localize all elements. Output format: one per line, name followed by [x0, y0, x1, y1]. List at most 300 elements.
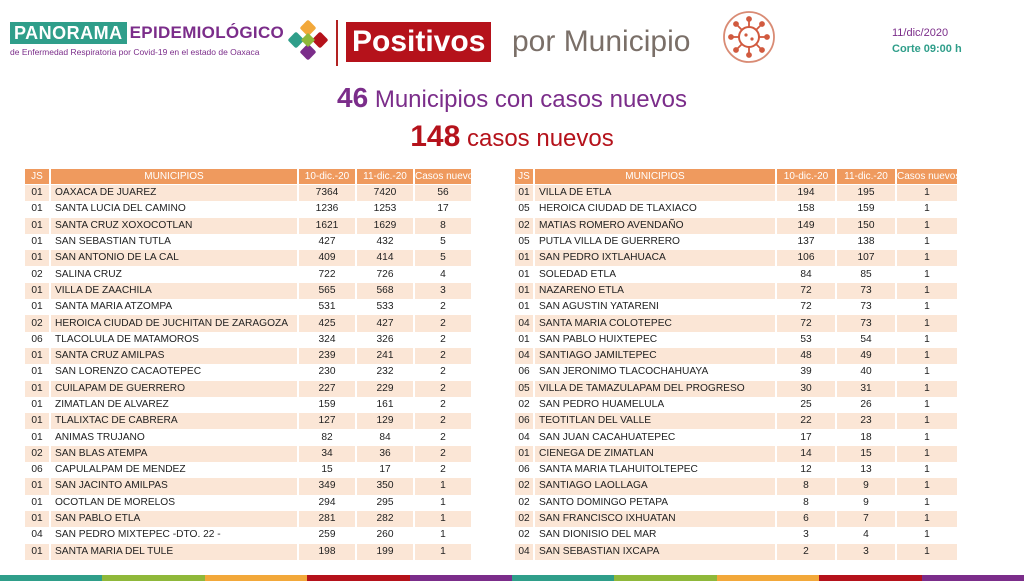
cell-js: 01	[24, 234, 50, 250]
cell-casos-nuevos: 2	[414, 332, 472, 348]
stripe-segment	[717, 575, 819, 581]
cell-casos-nuevos: 1	[896, 381, 958, 397]
col-header-11dic: 11-dic.-20	[356, 168, 414, 185]
cell-municipio: SAN PEDRO IXTLAHUACA	[534, 250, 776, 266]
cell-js: 01	[24, 511, 50, 527]
cell-js: 02	[24, 446, 50, 462]
cell-municipio: SANTA MARIA ATZOMPA	[50, 299, 298, 315]
table-row	[24, 511, 472, 527]
cell-11dic: 129	[356, 413, 414, 429]
table-row	[24, 283, 472, 299]
report-cutoff: Corte 09:00 h	[892, 43, 962, 55]
municipios-table-left	[24, 168, 479, 560]
cell-municipio: CUILAPAM DE GUERRERO	[50, 381, 298, 397]
cell-10dic: 227	[298, 381, 356, 397]
cell-11dic: 159	[836, 201, 896, 217]
cell-11dic: 260	[356, 527, 414, 543]
cell-casos-nuevos: 1	[896, 234, 958, 250]
cell-js: 01	[24, 364, 50, 380]
col-header-casos-nuevos: Casos nuevos	[414, 168, 472, 185]
cell-10dic: 239	[298, 348, 356, 364]
cell-municipio: SAN JUAN CACAHUATEPEC	[534, 429, 776, 445]
table-row	[514, 429, 958, 445]
cell-municipio: SANTA MARIA COLOTEPEC	[534, 315, 776, 331]
cell-11dic: 26	[836, 397, 896, 413]
cell-casos-nuevos: 1	[896, 446, 958, 462]
cell-js: 01	[24, 397, 50, 413]
cell-municipio: MATIAS ROMERO AVENDAÑO	[534, 218, 776, 234]
cell-10dic: 281	[298, 511, 356, 527]
cell-11dic: 73	[836, 299, 896, 315]
cell-casos-nuevos: 1	[896, 283, 958, 299]
stripe-segment	[410, 575, 512, 581]
cell-js: 01	[24, 201, 50, 217]
table-row	[514, 544, 958, 560]
cell-11dic: 568	[356, 283, 414, 299]
cell-10dic: 8	[776, 495, 836, 511]
cell-js: 01	[514, 332, 534, 348]
table-row	[514, 511, 958, 527]
cell-municipio: TLALIXTAC DE CABRERA	[50, 413, 298, 429]
table-row	[514, 413, 958, 429]
table-row	[514, 348, 958, 364]
cell-10dic: 39	[776, 364, 836, 380]
cell-10dic: 30	[776, 381, 836, 397]
cell-js: 05	[514, 201, 534, 217]
cell-10dic: 565	[298, 283, 356, 299]
cell-11dic: 414	[356, 250, 414, 266]
cell-10dic: 48	[776, 348, 836, 364]
table-row	[514, 478, 958, 494]
cell-municipio: SAN JACINTO AMILPAS	[50, 478, 298, 494]
cell-casos-nuevos: 2	[414, 381, 472, 397]
cell-municipio: NAZARENO ETLA	[534, 283, 776, 299]
cell-10dic: 149	[776, 218, 836, 234]
cell-municipio: SANTA CRUZ AMILPAS	[50, 348, 298, 364]
cell-11dic: 326	[356, 332, 414, 348]
cell-municipio: SANTA LUCIA DEL CAMINO	[50, 201, 298, 217]
header-divider	[336, 20, 338, 66]
col-header-municipios: MUNICIPIOS	[50, 168, 298, 185]
cell-10dic: 349	[298, 478, 356, 494]
stripe-segment	[614, 575, 716, 581]
table-row	[24, 446, 472, 462]
col-header-js: JS	[24, 168, 50, 185]
cell-casos-nuevos: 2	[414, 299, 472, 315]
cell-11dic: 295	[356, 495, 414, 511]
cell-municipio: SAN PABLO ETLA	[50, 511, 298, 527]
municipios-summary	[0, 82, 1024, 114]
cell-10dic: 2	[776, 544, 836, 560]
cell-municipio: OCOTLAN DE MORELOS	[50, 495, 298, 511]
table-row	[514, 495, 958, 511]
table-row	[24, 234, 472, 250]
cell-10dic: 12	[776, 462, 836, 478]
cell-casos-nuevos: 1	[896, 299, 958, 315]
cell-municipio: TEOTITLAN DEL VALLE	[534, 413, 776, 429]
cell-11dic: 229	[356, 381, 414, 397]
table-row	[24, 201, 472, 217]
table-row	[24, 413, 472, 429]
cell-municipio: PUTLA VILLA DE GUERRERO	[534, 234, 776, 250]
cell-municipio: SAN FRANCISCO IXHUATAN	[534, 511, 776, 527]
cell-10dic: 294	[298, 495, 356, 511]
cell-10dic: 8	[776, 478, 836, 494]
cell-11dic: 13	[836, 462, 896, 478]
col-header-js: JS	[514, 168, 534, 185]
cell-casos-nuevos: 1	[414, 511, 472, 527]
cell-10dic: 259	[298, 527, 356, 543]
cell-casos-nuevos: 2	[414, 429, 472, 445]
cell-js: 06	[514, 462, 534, 478]
cell-municipio: OAXACA DE JUAREZ	[50, 185, 298, 201]
cell-js: 01	[514, 266, 534, 282]
cell-js: 01	[24, 250, 50, 266]
cell-casos-nuevos: 1	[896, 266, 958, 282]
cell-municipio: SANTIAGO LAOLLAGA	[534, 478, 776, 494]
cell-js: 01	[24, 185, 50, 201]
cell-municipio: VILLA DE ETLA	[534, 185, 776, 201]
cell-casos-nuevos: 5	[414, 250, 472, 266]
cell-js: 06	[514, 413, 534, 429]
cell-municipio: SANTIAGO JAMILTEPEC	[534, 348, 776, 364]
cell-municipio: SAN JERONIMO TLACOCHAHUAYA	[534, 364, 776, 380]
cell-11dic: 54	[836, 332, 896, 348]
cell-casos-nuevos: 1	[896, 364, 958, 380]
cell-11dic: 9	[836, 478, 896, 494]
cell-js: 04	[514, 348, 534, 364]
cell-10dic: 425	[298, 315, 356, 331]
table-row	[514, 185, 958, 201]
table-row	[514, 364, 958, 380]
cell-10dic: 106	[776, 250, 836, 266]
stripe-segment	[205, 575, 307, 581]
cell-js: 01	[514, 283, 534, 299]
stripe-segment	[512, 575, 614, 581]
table-row	[24, 250, 472, 266]
cell-js: 06	[24, 332, 50, 348]
cell-js: 01	[24, 544, 50, 560]
cell-11dic: 7420	[356, 185, 414, 201]
cell-11dic: 533	[356, 299, 414, 315]
table-row	[514, 201, 958, 217]
cell-casos-nuevos: 2	[414, 348, 472, 364]
logo-subtitle: de Enfermedad Respiratoria por Covid-19 en el estado de Oaxaca	[10, 47, 260, 57]
cell-casos-nuevos: 5	[414, 234, 472, 250]
cell-casos-nuevos: 2	[414, 315, 472, 331]
cell-10dic: 53	[776, 332, 836, 348]
cell-11dic: 1253	[356, 201, 414, 217]
cell-casos-nuevos: 1	[896, 462, 958, 478]
cell-js: 04	[514, 315, 534, 331]
logo-mark-icon	[288, 20, 328, 60]
cell-casos-nuevos: 1	[896, 511, 958, 527]
cell-municipio: SANTO DOMINGO PETAPA	[534, 495, 776, 511]
cell-js: 01	[24, 348, 50, 364]
table-row	[24, 266, 472, 282]
cell-10dic: 72	[776, 315, 836, 331]
table-row	[24, 478, 472, 494]
cell-casos-nuevos: 1	[896, 413, 958, 429]
cell-municipio: ANIMAS TRUJANO	[50, 429, 298, 445]
cell-js: 06	[514, 364, 534, 380]
cell-js: 04	[514, 429, 534, 445]
cell-casos-nuevos: 1	[896, 348, 958, 364]
table-row	[24, 218, 472, 234]
cell-casos-nuevos: 2	[414, 413, 472, 429]
cell-10dic: 25	[776, 397, 836, 413]
cell-js: 01	[24, 429, 50, 445]
table-row	[24, 315, 472, 331]
cell-11dic: 15	[836, 446, 896, 462]
municipios-table-right	[514, 168, 961, 560]
cell-10dic: 17	[776, 429, 836, 445]
cell-11dic: 36	[356, 446, 414, 462]
cell-municipio: SANTA MARIA TLAHUITOLTEPEC	[534, 462, 776, 478]
table-row	[514, 266, 958, 282]
logo-title	[10, 22, 330, 44]
cell-11dic: 4	[836, 527, 896, 543]
cell-11dic: 85	[836, 266, 896, 282]
col-header-11dic: 11-dic.-20	[836, 168, 896, 185]
cell-js: 01	[24, 413, 50, 429]
cell-10dic: 14	[776, 446, 836, 462]
cell-10dic: 531	[298, 299, 356, 315]
cell-casos-nuevos: 2	[414, 364, 472, 380]
cell-10dic: 84	[776, 266, 836, 282]
table-row	[514, 218, 958, 234]
cell-municipio: SAN PABLO HUIXTEPEC	[534, 332, 776, 348]
table-row	[514, 462, 958, 478]
cell-11dic: 23	[836, 413, 896, 429]
cell-11dic: 31	[836, 381, 896, 397]
cell-10dic: 3	[776, 527, 836, 543]
cell-11dic: 432	[356, 234, 414, 250]
cell-11dic: 17	[356, 462, 414, 478]
cell-js: 01	[24, 218, 50, 234]
table-row	[24, 332, 472, 348]
cell-11dic: 73	[836, 283, 896, 299]
cell-11dic: 232	[356, 364, 414, 380]
cell-js: 01	[24, 299, 50, 315]
cell-municipio: HEROICA CIUDAD DE TLAXIACO	[534, 201, 776, 217]
casos-summary	[0, 120, 1024, 154]
logo-heading: EPIDEMIOLÓGICO	[129, 23, 285, 42]
cell-js: 01	[24, 478, 50, 494]
cell-casos-nuevos: 1	[896, 185, 958, 201]
table-row	[514, 250, 958, 266]
cell-municipio: SAN AGUSTIN YATARENI	[534, 299, 776, 315]
cell-10dic: 6	[776, 511, 836, 527]
cell-casos-nuevos: 2	[414, 446, 472, 462]
cell-casos-nuevos: 17	[414, 201, 472, 217]
table-row	[24, 299, 472, 315]
table-row	[514, 381, 958, 397]
cell-10dic: 230	[298, 364, 356, 380]
cell-11dic: 73	[836, 315, 896, 331]
table-row	[514, 234, 958, 250]
cell-js: 02	[514, 478, 534, 494]
cell-js: 01	[24, 381, 50, 397]
cell-casos-nuevos: 1	[896, 544, 958, 560]
cell-js: 01	[514, 185, 534, 201]
cell-11dic: 3	[836, 544, 896, 560]
cell-municipio: SAN ANTONIO DE LA CAL	[50, 250, 298, 266]
title-rest: por Municipio	[512, 25, 691, 58]
table-row	[24, 348, 472, 364]
cell-js: 05	[514, 234, 534, 250]
table-header-row	[514, 168, 958, 185]
municipios-text: Municipios con casos nuevos	[374, 86, 687, 113]
cell-municipio: VILLA DE TAMAZULAPAM DEL PROGRESO	[534, 381, 776, 397]
cell-js: 02	[24, 315, 50, 331]
cell-10dic: 198	[298, 544, 356, 560]
cell-municipio: SAN PEDRO MIXTEPEC -DTO. 22 -	[50, 527, 298, 543]
cell-10dic: 22	[776, 413, 836, 429]
cell-js: 02	[514, 397, 534, 413]
footer-color-stripe	[0, 575, 1024, 581]
cell-municipio: SOLEDAD ETLA	[534, 266, 776, 282]
stripe-segment	[819, 575, 921, 581]
cell-js: 01	[24, 495, 50, 511]
cell-casos-nuevos: 1	[414, 478, 472, 494]
cell-11dic: 1629	[356, 218, 414, 234]
cell-11dic: 40	[836, 364, 896, 380]
cell-js: 01	[514, 446, 534, 462]
col-header-municipios: MUNICIPIOS	[534, 168, 776, 185]
cell-casos-nuevos: 1	[896, 495, 958, 511]
cell-js: 01	[24, 283, 50, 299]
cell-casos-nuevos: 1	[896, 527, 958, 543]
cell-municipio: SAN BLAS ATEMPA	[50, 446, 298, 462]
cell-casos-nuevos: 8	[414, 218, 472, 234]
cell-11dic: 9	[836, 495, 896, 511]
table-row	[514, 446, 958, 462]
cell-11dic: 726	[356, 266, 414, 282]
table-row	[24, 429, 472, 445]
cell-11dic: 427	[356, 315, 414, 331]
cell-municipio: SAN DIONISIO DEL MAR	[534, 527, 776, 543]
table-row	[24, 527, 472, 543]
cell-11dic: 350	[356, 478, 414, 494]
cell-casos-nuevos: 1	[414, 527, 472, 543]
stripe-segment	[102, 575, 204, 581]
cell-10dic: 194	[776, 185, 836, 201]
cell-municipio: SALINA CRUZ	[50, 266, 298, 282]
table-row	[514, 283, 958, 299]
cell-casos-nuevos: 1	[414, 544, 472, 560]
casos-text: casos nuevos	[466, 125, 614, 152]
cell-js: 02	[514, 218, 534, 234]
cell-10dic: 158	[776, 201, 836, 217]
cell-casos-nuevos: 4	[414, 266, 472, 282]
cell-10dic: 82	[298, 429, 356, 445]
stripe-segment	[307, 575, 409, 581]
cell-11dic: 241	[356, 348, 414, 364]
table-row	[24, 462, 472, 478]
table-row	[24, 495, 472, 511]
table-row	[514, 397, 958, 413]
virus-icon	[722, 10, 776, 64]
cell-municipio: SAN PEDRO HUAMELULA	[534, 397, 776, 413]
cell-js: 06	[24, 462, 50, 478]
cell-10dic: 722	[298, 266, 356, 282]
cell-casos-nuevos: 56	[414, 185, 472, 201]
cell-js: 05	[514, 381, 534, 397]
cell-10dic: 72	[776, 299, 836, 315]
cell-casos-nuevos: 1	[414, 495, 472, 511]
cell-casos-nuevos: 1	[896, 250, 958, 266]
logo	[10, 22, 330, 62]
cell-municipio: CIENEGA DE ZIMATLAN	[534, 446, 776, 462]
municipios-count: 46	[337, 82, 369, 113]
col-header-10dic: 10-dic.-20	[298, 168, 356, 185]
cell-10dic: 15	[298, 462, 356, 478]
table-row	[24, 381, 472, 397]
cell-10dic: 324	[298, 332, 356, 348]
cell-municipio: SAN LORENZO CACAOTEPEC	[50, 364, 298, 380]
title-highlight: Positivos	[346, 22, 491, 62]
cell-municipio: TLACOLULA DE MATAMOROS	[50, 332, 298, 348]
col-header-casos-nuevos: Casos nuevos	[896, 168, 958, 185]
cell-10dic: 72	[776, 283, 836, 299]
logo-brand: PANORAMA	[10, 22, 127, 44]
cell-casos-nuevos: 1	[896, 332, 958, 348]
cell-11dic: 282	[356, 511, 414, 527]
table-row	[24, 185, 472, 201]
cell-10dic: 7364	[298, 185, 356, 201]
cell-municipio: SANTA MARIA DEL TULE	[50, 544, 298, 560]
cell-js: 04	[514, 544, 534, 560]
cell-js: 02	[24, 266, 50, 282]
cell-11dic: 138	[836, 234, 896, 250]
cell-casos-nuevos: 3	[414, 283, 472, 299]
cell-11dic: 84	[356, 429, 414, 445]
stripe-segment	[922, 575, 1024, 581]
cell-js: 02	[514, 527, 534, 543]
cell-11dic: 49	[836, 348, 896, 364]
table-row	[514, 299, 958, 315]
cell-casos-nuevos: 1	[896, 397, 958, 413]
col-header-10dic: 10-dic.-20	[776, 168, 836, 185]
table-row	[24, 364, 472, 380]
cell-municipio: SAN SEBASTIAN IXCAPA	[534, 544, 776, 560]
cell-js: 01	[514, 250, 534, 266]
table-row	[514, 527, 958, 543]
cell-11dic: 161	[356, 397, 414, 413]
cell-casos-nuevos: 1	[896, 218, 958, 234]
cell-casos-nuevos: 1	[896, 315, 958, 331]
cell-js: 01	[514, 299, 534, 315]
cell-11dic: 18	[836, 429, 896, 445]
cell-js: 02	[514, 511, 534, 527]
cell-10dic: 409	[298, 250, 356, 266]
cell-11dic: 107	[836, 250, 896, 266]
cell-municipio: VILLA DE ZAACHILA	[50, 283, 298, 299]
cell-casos-nuevos: 1	[896, 201, 958, 217]
stripe-segment	[0, 575, 102, 581]
cell-11dic: 199	[356, 544, 414, 560]
cell-casos-nuevos: 2	[414, 397, 472, 413]
cell-casos-nuevos: 1	[896, 429, 958, 445]
cell-10dic: 427	[298, 234, 356, 250]
table-header-row	[24, 168, 472, 185]
cell-10dic: 137	[776, 234, 836, 250]
report-date: 11/dic/2020	[892, 27, 949, 39]
cell-municipio: ZIMATLAN DE ALVAREZ	[50, 397, 298, 413]
cell-10dic: 1621	[298, 218, 356, 234]
table-row	[514, 315, 958, 331]
